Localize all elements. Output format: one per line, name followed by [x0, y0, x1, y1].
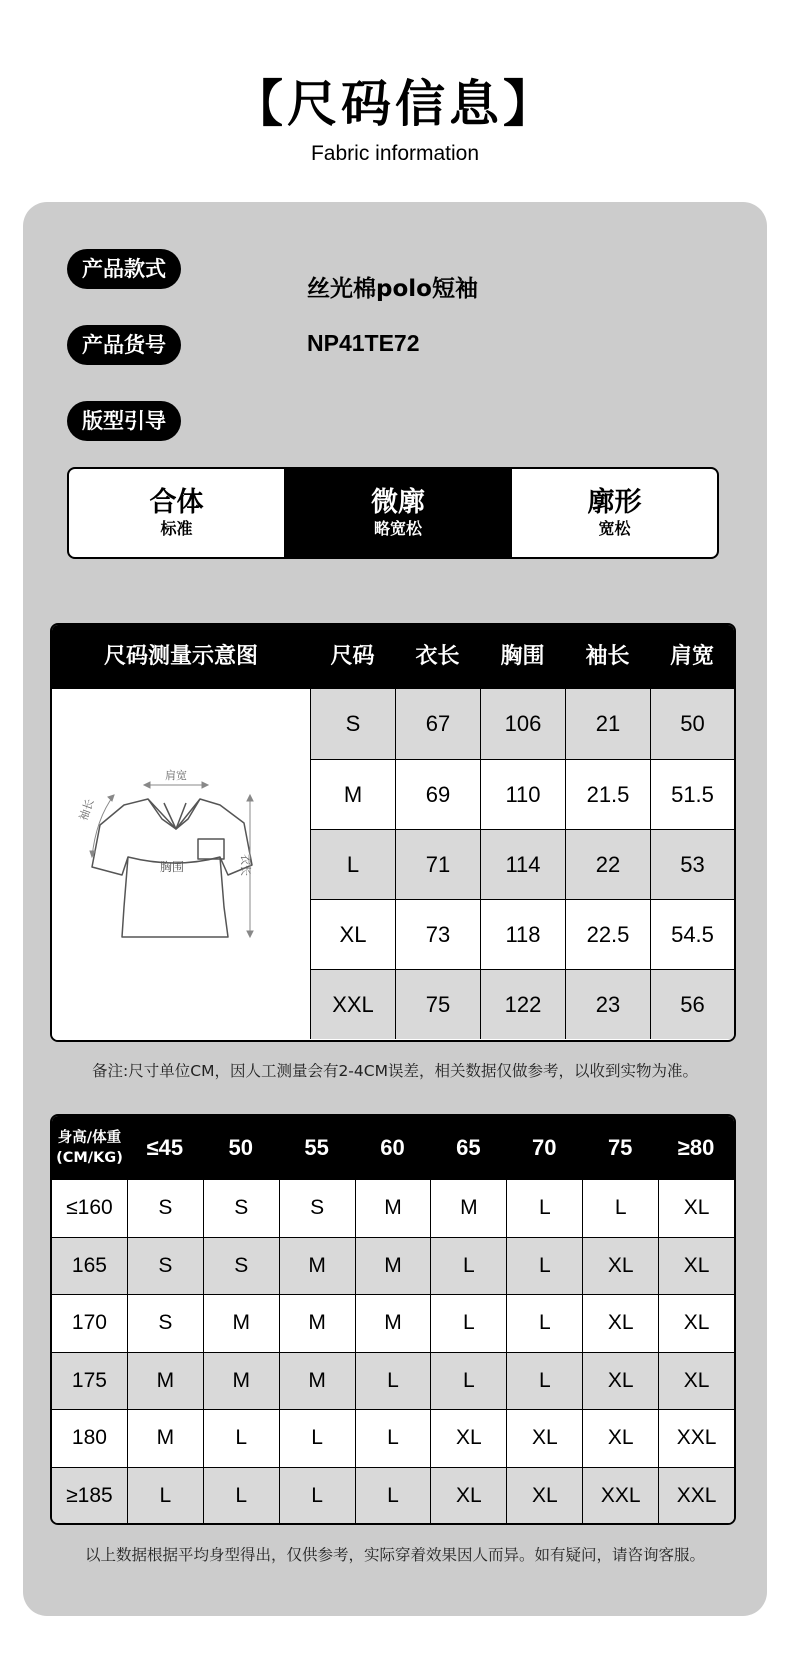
header-corner-line1: 身高/体重	[57, 1129, 122, 1146]
fit-option-desc: 标准	[160, 519, 193, 538]
header-length: 衣长	[415, 644, 460, 669]
measurement-diagram	[52, 689, 310, 1040]
header-corner	[52, 1116, 127, 1179]
cell-size: L	[355, 1410, 431, 1467]
header-weight: 75	[607, 1135, 633, 1160]
cell-size: M	[203, 1295, 279, 1352]
cell-height: 180	[71, 1426, 107, 1449]
sleeve-dimension-label: 袖长	[76, 797, 97, 823]
table-row	[52, 1179, 734, 1237]
cell-length: 67	[395, 689, 480, 759]
style-label: 产品款式	[67, 249, 181, 289]
cell-size: XL	[506, 1468, 582, 1525]
chest-dimension-label: 胸围	[159, 860, 185, 874]
fit-option-name: 廓形	[587, 487, 642, 518]
cell-size: M	[279, 1353, 355, 1410]
cell-size: L	[279, 1468, 355, 1525]
cell-sleeve: 23	[565, 970, 650, 1039]
fit-option-name: 合体	[149, 487, 204, 518]
cell-length: 73	[395, 900, 480, 969]
fit-option-desc: 宽松	[598, 519, 631, 538]
table-row	[52, 1467, 734, 1525]
cell-size: XXL	[658, 1410, 734, 1467]
cell-size: M	[355, 1295, 431, 1352]
cell-size: M	[355, 1238, 431, 1295]
cell-size: M	[430, 1180, 506, 1237]
header-weight: 70	[532, 1135, 557, 1160]
cell-chest: 114	[480, 830, 565, 899]
table-row	[310, 899, 734, 969]
cell-size: XL	[310, 900, 395, 969]
cell-size: S	[279, 1180, 355, 1237]
cell-size: XL	[658, 1180, 734, 1237]
size-chart-header	[52, 625, 734, 689]
header-weight: 55	[304, 1135, 329, 1160]
cell-size: L	[430, 1295, 506, 1352]
cell-size: S	[127, 1180, 203, 1237]
cell-size: L	[506, 1180, 582, 1237]
cell-size: XXL	[658, 1468, 734, 1525]
cell-height: ≤160	[66, 1196, 113, 1219]
page-header	[0, 68, 790, 168]
cell-size: XXL	[582, 1468, 658, 1525]
cell-length: 69	[395, 760, 480, 829]
table-row	[310, 759, 734, 829]
cell-size: M	[127, 1410, 203, 1467]
cell-size: L	[355, 1468, 431, 1525]
cell-size: M	[279, 1238, 355, 1295]
cell-size: L	[310, 830, 395, 899]
cell-size: S	[203, 1180, 279, 1237]
measurement-note: 备注:尺寸单位CM，因人工测量会有2-4CM误差，相关数据仅做参考，以收到实物为准。	[92, 1062, 698, 1080]
cell-size: XL	[658, 1353, 734, 1410]
cell-chest: 106	[480, 689, 565, 759]
fit-option-oversized	[512, 469, 717, 557]
cell-sleeve: 22	[565, 830, 650, 899]
cell-chest: 110	[480, 760, 565, 829]
cell-size: M	[279, 1295, 355, 1352]
header-weight: ≤45	[146, 1135, 184, 1160]
cell-size: M	[310, 760, 395, 829]
code-value: NP41TE72	[307, 330, 420, 356]
cell-sleeve: 21	[565, 689, 650, 759]
cell-size: M	[127, 1353, 203, 1410]
cell-size: L	[506, 1295, 582, 1352]
cell-size: S	[310, 689, 395, 759]
header-shoulder: 肩宽	[669, 644, 714, 669]
cell-size: XL	[430, 1410, 506, 1467]
fit-label: 版型引导	[67, 401, 181, 441]
cell-shoulder: 53	[650, 830, 734, 899]
table-row	[310, 689, 734, 759]
cell-height: 165	[52, 1238, 127, 1295]
fit-option-name: 微廓	[371, 487, 425, 518]
size-recommendation-table	[50, 1114, 736, 1525]
page-subtitle: Fabric information	[310, 142, 480, 165]
cell-shoulder: 50	[650, 689, 734, 759]
cell-height: 170	[71, 1311, 107, 1334]
cell-size: L	[430, 1353, 506, 1410]
cell-size: XL	[582, 1410, 658, 1467]
code-label: 产品货号	[67, 325, 181, 365]
cell-size: L	[430, 1238, 506, 1295]
cell-size: L	[279, 1410, 355, 1467]
table-row	[52, 1237, 734, 1295]
cell-size: L	[506, 1238, 582, 1295]
cell-size: L	[203, 1410, 279, 1467]
header-weight: 60	[380, 1135, 405, 1160]
cell-height: 175	[52, 1353, 127, 1410]
cell-chest: 122	[480, 970, 565, 1039]
cell-chest: 118	[480, 900, 565, 969]
fit-option-relaxed	[284, 469, 512, 557]
cell-size: XL	[582, 1353, 658, 1410]
cell-size: L	[127, 1468, 203, 1525]
page-title: 【尺码信息】	[233, 75, 557, 133]
cell-size: XL	[430, 1468, 506, 1525]
cell-shoulder: 51.5	[650, 760, 734, 829]
recommendation-header	[52, 1116, 734, 1179]
cell-length: 71	[395, 830, 480, 899]
cell-size: M	[203, 1353, 279, 1410]
fit-option-desc: 略宽松	[373, 519, 422, 538]
cell-height: ≥185	[52, 1468, 127, 1525]
cell-length: 75	[395, 970, 480, 1039]
header-size: 尺码	[330, 644, 375, 669]
cell-size: XL	[658, 1295, 734, 1352]
cell-size: L	[582, 1180, 658, 1237]
cell-size: S	[127, 1295, 203, 1352]
header-weight: 50	[228, 1135, 253, 1160]
header-weight: 65	[456, 1135, 481, 1160]
header-diagram: 尺码测量示意图	[103, 644, 258, 669]
cell-size: M	[355, 1180, 431, 1237]
cell-size: S	[127, 1238, 203, 1295]
style-value: 丝光棉polo短袖	[307, 276, 478, 302]
length-dimension-label: 衣长	[239, 854, 252, 876]
cell-size: XXL	[310, 970, 395, 1039]
cell-size: S	[203, 1238, 279, 1295]
table-row	[52, 1409, 734, 1467]
header-weight: ≥80	[677, 1135, 715, 1160]
cell-size: XL	[506, 1410, 582, 1467]
cell-shoulder: 54.5	[650, 900, 734, 969]
table-row	[52, 1352, 734, 1410]
cell-size: XL	[582, 1238, 658, 1295]
cell-size: L	[355, 1353, 431, 1410]
size-chart-body	[310, 689, 734, 1039]
fit-guide	[67, 467, 719, 559]
table-row	[310, 829, 734, 899]
fit-option-regular	[69, 469, 284, 557]
table-row	[310, 969, 734, 1039]
cell-size: L	[506, 1353, 582, 1410]
cell-size: L	[203, 1468, 279, 1525]
size-chart-table	[50, 623, 736, 1042]
cell-shoulder: 56	[650, 970, 734, 1039]
cell-sleeve: 22.5	[565, 900, 650, 969]
cell-sleeve: 21.5	[565, 760, 650, 829]
cell-size: XL	[658, 1238, 734, 1295]
cell-size: XL	[582, 1295, 658, 1352]
disclaimer-note: 以上数据根据平均身型得出，仅供参考，实际穿着效果因人而异。如有疑问，请咨询客服。	[84, 1546, 705, 1564]
header-chest: 胸围	[500, 644, 545, 669]
header-sleeve: 袖长	[585, 644, 630, 669]
table-row	[52, 1294, 734, 1352]
shoulder-dimension-label: 肩宽	[165, 769, 187, 782]
header-corner-line2: (CM/KG)	[56, 1149, 123, 1166]
polo-shirt-icon	[52, 689, 310, 1040]
